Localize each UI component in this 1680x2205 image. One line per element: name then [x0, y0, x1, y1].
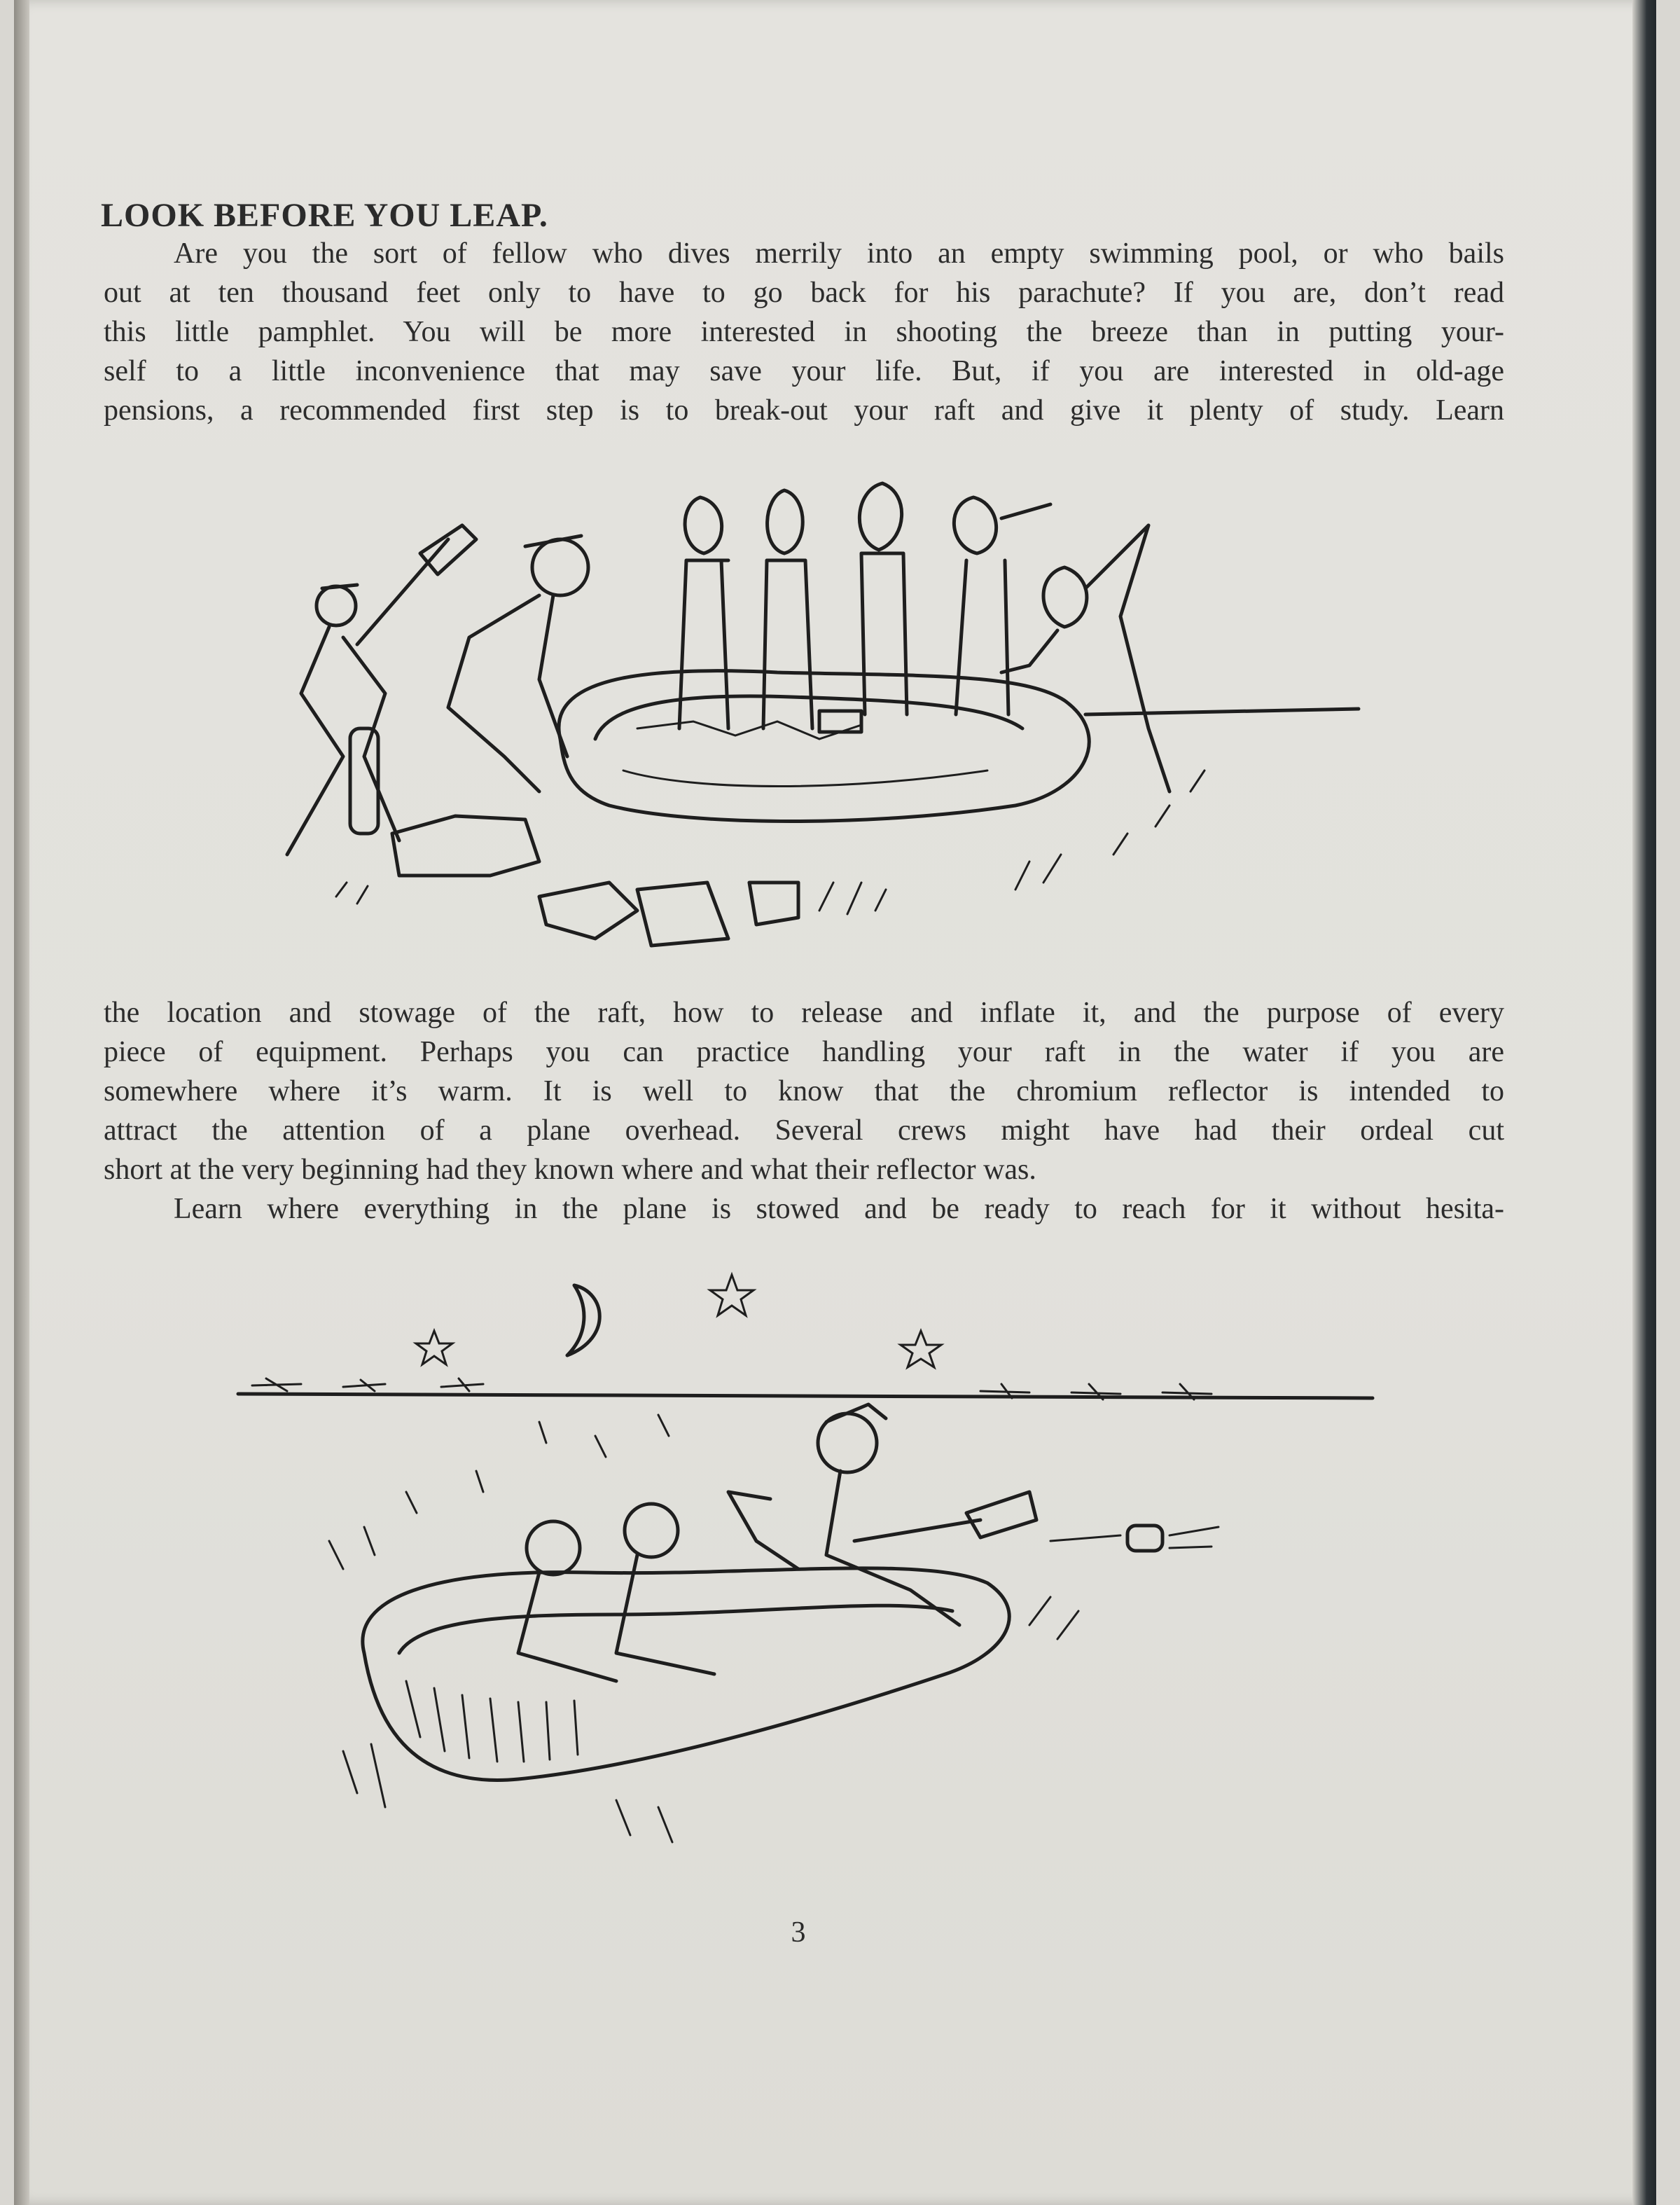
moon-icon — [567, 1285, 599, 1355]
text-line: pensions, a recommended first step is to break-out your raft and give it plenty of study. Learn — [104, 394, 1504, 427]
text-line: short at the very beginning had they known where and what their reflector was. — [104, 1154, 1036, 1186]
text-line: piece of equipment. Perhaps you can practice handling your raft in the water if you are — [104, 1036, 1504, 1068]
raft-drawing — [363, 1568, 1009, 1781]
star-icon — [901, 1331, 941, 1367]
page-edge — [1632, 0, 1656, 2205]
text-line: out at ten thousand feet only to have to go back for his parachute? If you are, don’t read — [104, 277, 1504, 309]
standing-crew — [679, 483, 1169, 792]
raft-inspection-illustration — [245, 462, 1380, 967]
page-number: 3 — [791, 1916, 806, 1949]
paragraph-1 — [104, 234, 1504, 430]
page-spine — [14, 0, 29, 2205]
star-icon — [416, 1331, 452, 1364]
book-page — [14, 0, 1656, 2205]
text-line: attract the attention of a plane overhead. Several crews might have had their ordeal cut — [104, 1114, 1504, 1147]
text-line: Learn where everything in the plane is stowed and be ready to reach for it without hesita- — [174, 1193, 1504, 1225]
section-heading: LOOK BEFORE YOU LEAP. — [101, 197, 548, 234]
night-raft-illustration — [224, 1261, 1387, 1891]
text-line: the location and stowage of the raft, how to release and inflate it, and the purpose of every — [104, 997, 1504, 1029]
text-line: this little pamphlet. You will be more interested in shooting the breeze than in putting your- — [104, 316, 1504, 348]
text-line: somewhere where it’s warm. It is well to know that the chromium reflector is intended to — [104, 1075, 1504, 1107]
text-line: Are you the sort of fellow who dives merrily into an empty swimming pool, or who bails — [174, 237, 1504, 270]
text-line: self to a little inconvenience that may save your life. But, if you are interested in old-age — [104, 355, 1504, 387]
star-icon — [710, 1275, 754, 1315]
paragraph-2 — [104, 993, 1504, 1189]
paragraph-3 — [104, 1189, 1504, 1229]
